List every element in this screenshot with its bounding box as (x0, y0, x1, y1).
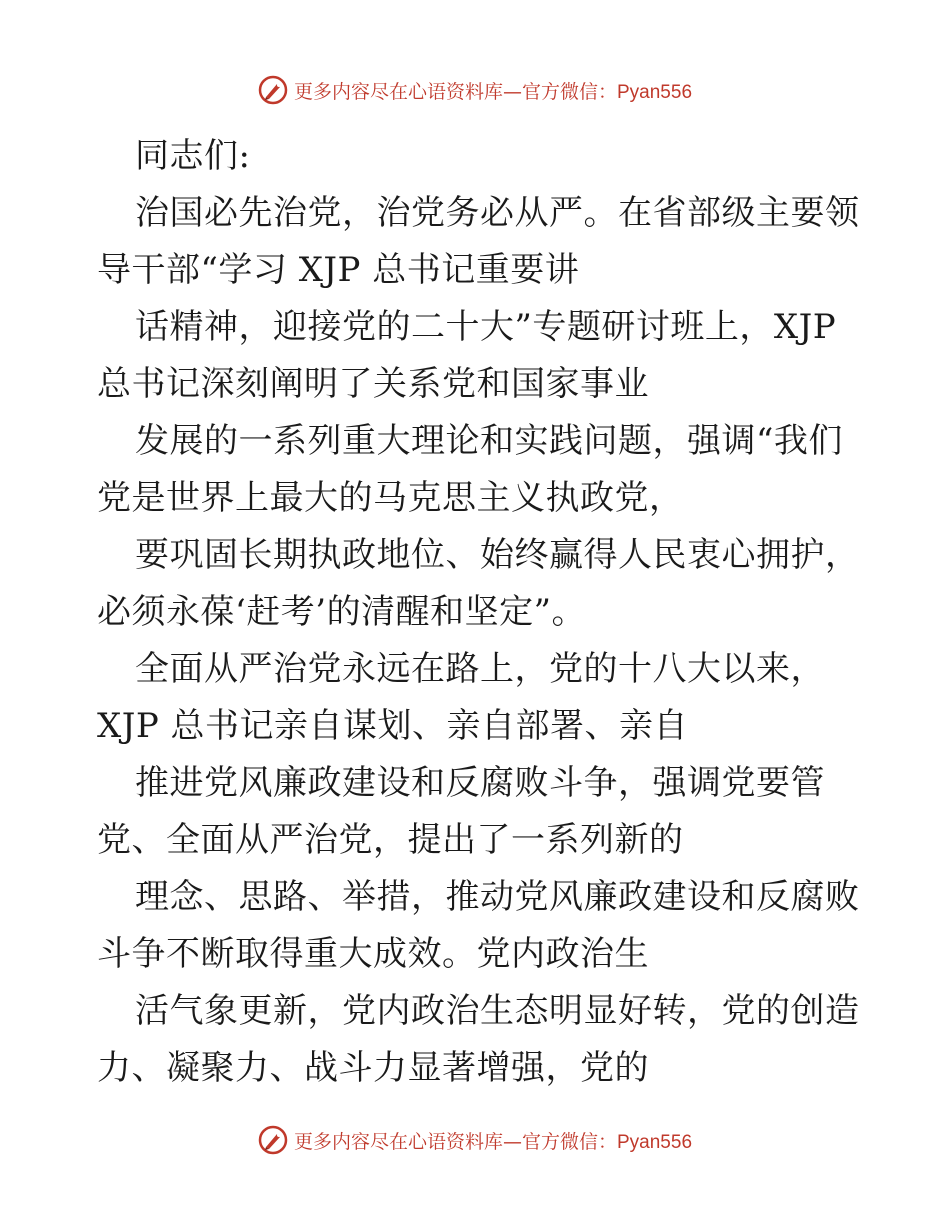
header-watermark (0, 70, 950, 110)
text-line: 发展的一系列重大理论和实践问题，强调“我们 (135, 421, 843, 461)
pen-logo-icon (258, 75, 288, 105)
text-line: 推进党风廉政建设和反腐败斗争，强调党要管 (135, 763, 825, 803)
watermark-text (294, 77, 692, 104)
watermark-label: 更多内容尽在心语资料库—官方微信： (293, 80, 617, 103)
text-line: XJP 总书记亲自谋划、亲自部署、亲自 (97, 706, 689, 746)
text-line: 话精神，迎接党的二十大”专题研讨班上，XJP (135, 307, 837, 347)
document-body (97, 128, 897, 1097)
text-line: 同志们: (135, 136, 251, 176)
text-line: 全面从严治党永远在路上，党的十八大以来， (135, 649, 825, 689)
text-line: 党是世界上最大的马克思主义执政党， (97, 478, 684, 518)
text-line: 总书记深刻阐明了关系党和国家事业 (97, 364, 649, 404)
text-line: 必须永葆‘赶考’的清醒和坚定”。 (97, 592, 586, 632)
text-line: 理念、思路、举措，推动党风廉政建设和反腐败 (135, 877, 860, 917)
pen-logo-icon (258, 1125, 288, 1155)
text-line: 力、凝聚力、战斗力显著增强，党的 (97, 1048, 649, 1088)
watermark-wechat-id: Pyan556 (617, 81, 693, 103)
text-line: 导干部“学习 XJP 总书记重要讲 (97, 250, 580, 290)
footer-watermark (0, 1120, 950, 1160)
watermark-wechat-id: Pyan556 (617, 1131, 693, 1153)
watermark-label: 更多内容尽在心语资料库—官方微信： (293, 1130, 617, 1153)
text-line: 要巩固长期执政地位、始终赢得人民衷心拥护， (135, 535, 860, 575)
text-line: 斗争不断取得重大成效。党内政治生 (97, 934, 649, 974)
text-line: 活气象更新，党内政治生态明显好转，党的创造 (135, 991, 860, 1031)
watermark-text (294, 1127, 692, 1154)
text-line: 治国必先治党，治党务必从严。在省部级主要领 (135, 193, 860, 233)
text-line: 党、全面从严治党，提出了一系列新的 (97, 820, 684, 860)
